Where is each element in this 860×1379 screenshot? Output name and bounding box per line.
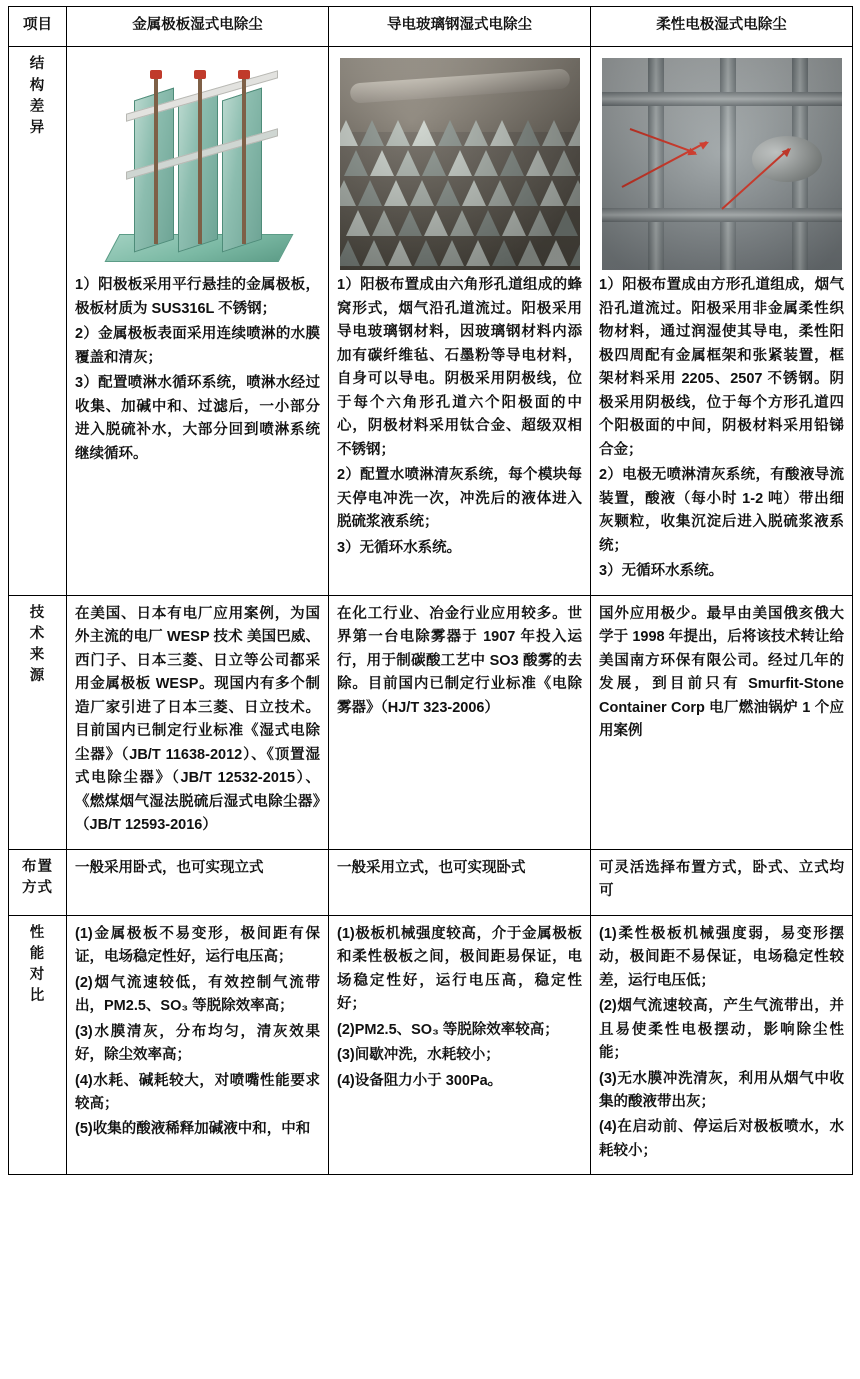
cell-layout-metal-plate — [67, 849, 329, 915]
metal-plate-3d-illustration — [98, 58, 298, 270]
honeycomb-photo — [340, 58, 580, 270]
table-header-row — [9, 7, 853, 47]
column-header-flexible-electrode: 柔性电极湿式电除尘 — [591, 7, 853, 47]
cell-paragraph: 2）金属极板表面采用连续喷淋的水膜覆盖和清灰； — [75, 326, 320, 366]
column-header-metal-plate: 金属极板湿式电除尘 — [67, 7, 329, 47]
row-header-char: 差 — [29, 98, 46, 115]
figure-rod — [242, 76, 246, 244]
table-row-structure — [9, 47, 853, 595]
cell-performance-conductive-frp — [329, 915, 591, 1175]
cell-paragraph: (3)无水膜冲洗清灰，利用从烟气中收集的酸液带出灰； — [599, 1070, 844, 1110]
cell-paragraph: 一般采用立式，也可实现卧式 — [337, 859, 526, 876]
row-header-char: 布置 — [22, 858, 53, 875]
figure-flexible-electrode — [599, 54, 844, 274]
table-row-layout — [9, 849, 853, 915]
cell-structure-metal-plate — [67, 47, 329, 595]
cell-paragraph: (1)金属极板不易变形，极间距有保证，电场稳定性好，运行电压高； — [75, 925, 320, 966]
row-header-char: 比 — [29, 987, 46, 1004]
figure-honeycomb-frp — [337, 54, 582, 274]
cell-structure-conductive-frp — [329, 47, 591, 595]
cell-paragraph: 在美国、日本有电厂应用案例，为国外主流的电厂 WESP 技术 美国巴威、西门子、日本三菱、日立等公司都采用金属极板 WESP。现国内有多个制造厂家引进了日本三菱、日立技术。目前国内已制定行业标准《湿式电除尘器》（JB/T 11638-2012）、《顶置湿式电除尘器》（JB/T 12532-2015）、《燃煤烟气湿法脱硫后湿式电除尘器》（JB/T 12593-2016） — [75, 605, 320, 834]
cell-performance-metal-plate — [67, 915, 329, 1175]
row-header-performance — [9, 915, 67, 1175]
cell-paragraph: (2)烟气流速较低，有效控制气流带出，PM2.5、SO₃ 等脱除效率高； — [75, 974, 320, 1015]
row-header-char: 异 — [29, 119, 46, 136]
cell-tech-source-flexible-electrode — [591, 595, 853, 849]
cell-paragraph: (3)水膜清灰，分布均匀，清灰效果好，除尘效率高； — [75, 1023, 320, 1064]
cell-layout-conductive-frp — [329, 849, 591, 915]
row-header-structure — [9, 47, 67, 595]
cell-paragraph: 国外应用极少。最早由美国俄亥俄大学于 1998 年提出，后将该技术转让给美国南方环保有限公司。经过几年的发展，到目前只有 Smurfit-Stone Container Corp 电厂燃油锅炉 1 个应用案例 — [599, 605, 844, 740]
figure-insulator-cap — [150, 70, 162, 79]
row-header-char: 对 — [29, 966, 46, 983]
comparison-table — [8, 6, 853, 1175]
figure-insulator-cap — [194, 70, 206, 79]
row-header-char: 技 — [29, 604, 46, 621]
cell-tech-source-conductive-frp — [329, 595, 591, 849]
cell-tech-source-metal-plate — [67, 595, 329, 849]
row-header-char: 能 — [29, 945, 46, 962]
column-header-conductive-frp: 导电玻璃钢湿式电除尘 — [329, 7, 591, 47]
figure-shading — [602, 58, 842, 270]
cell-paragraph: 1）阳极布置成由方形孔道组成，烟气沿孔道流过。阳极采用非金属柔性织物材料，通过润湿使其导电，柔性阳极四周配有金属框架和张紧装置，框架材料采用 2205、2507 不锈钢。阴极采用阴极线，位于每个方形孔道四个阳极面的中间，阴极材料采用铅锑合金； — [599, 277, 844, 458]
figure-insulator-cap — [238, 70, 250, 79]
cell-paragraph: (4)水耗、碱耗较大，对喷嘴性能要求较高； — [75, 1072, 320, 1112]
row-header-char: 方式 — [22, 879, 53, 896]
cell-paragraph: 3）无循环水系统。 — [599, 563, 724, 580]
cell-paragraph: 3）配置喷淋水循环系统，喷淋水经过收集、加碱中和、过滤后，一小部分进入脱硫补水，大部分回到喷淋系统继续循环。 — [75, 375, 320, 462]
cell-paragraph: 在化工行业、冶金行业应用较多。世界第一台电除雾器于 1907 年投入运行，用于制碳酸工艺中 SO3 酸雾的去除。目前国内已制定行业标准《电除雾器》（HJ/T 323-2006） — [337, 605, 582, 716]
cell-paragraph: 2）电极无喷淋清灰系统，有酸液导流装置，酸液（每小时 1-2 吨）带出细灰颗粒，收集沉淀后进入脱硫浆液系统； — [599, 467, 844, 554]
row-header-char: 来 — [29, 646, 46, 663]
cell-performance-flexible-electrode — [591, 915, 853, 1175]
cell-paragraph: (4)在启动前、停运后对极板喷水，水耗较小； — [599, 1119, 844, 1159]
cell-paragraph: (3)间歇冲洗，水耗较小； — [337, 1047, 500, 1064]
cell-paragraph: 2）配置水喷淋清灰系统，每个模块每天停电冲洗一次，冲洗后的液体进入脱硫浆液系统； — [337, 467, 582, 531]
cell-paragraph: (1)柔性极板机械强度弱，易变形摆动，极间距不易保证，电场稳定性较差，运行电压低； — [599, 925, 844, 989]
row-header-char: 性 — [29, 924, 46, 941]
cell-paragraph: (1)极板机械强度较高，介于金属极板和柔性极板之间，极间距易保证，电场稳定性好，运行电压高，稳定性好； — [337, 925, 582, 1013]
cell-paragraph: 1）阳极板采用平行悬挂的金属极板，极板材质为 SUS316L 不锈钢； — [75, 277, 320, 317]
figure-shading — [340, 58, 580, 270]
figure-rod — [154, 76, 158, 244]
cell-paragraph: (5)收集的酸液稀释加碱液中和，中和 — [75, 1121, 311, 1138]
flexible-electrode-photo — [602, 58, 842, 270]
cell-paragraph: 3）无循环水系统。 — [337, 539, 462, 556]
cell-structure-flexible-electrode — [591, 47, 853, 595]
row-header-tech-source — [9, 595, 67, 849]
cell-layout-flexible-electrode — [591, 849, 853, 915]
cell-paragraph: 可灵活选择布置方式，卧式、立式均可 — [599, 859, 844, 900]
row-header-char: 源 — [29, 667, 46, 684]
cell-paragraph: (2)PM2.5、SO₃ 等脱除效率较高； — [337, 1021, 559, 1038]
table-row-tech-source — [9, 595, 853, 849]
figure-metal-plate-wesp — [75, 54, 320, 274]
cell-paragraph: (2)烟气流速较高，产生气流带出，并且易使柔性电极摆动，影响除尘性能； — [599, 998, 844, 1062]
figure-rod — [198, 76, 202, 244]
row-header-char: 术 — [29, 625, 46, 642]
cell-paragraph: 1）阳极布置成由六角形孔道组成的蜂窝形式，烟气沿孔道流过。阳极采用导电玻璃钢材料，因玻璃钢材料内添加有碳纤维毡、石墨粉等导电材料，自身可以导电。阴极采用阴极线，位于每个六角形孔道六个阳极面的中心，阴极材料采用钛合金、超级双相不锈钢； — [337, 277, 582, 458]
cell-paragraph: 一般采用卧式，也可实现立式 — [75, 859, 264, 876]
row-header-char: 结 — [29, 56, 46, 73]
row-header-char: 构 — [29, 77, 46, 94]
table-row-performance — [9, 915, 853, 1175]
cell-paragraph: (4)设备阻力小于 300Pa。 — [337, 1072, 503, 1089]
row-header-layout — [9, 849, 67, 915]
column-header-item: 项目 — [9, 7, 67, 47]
